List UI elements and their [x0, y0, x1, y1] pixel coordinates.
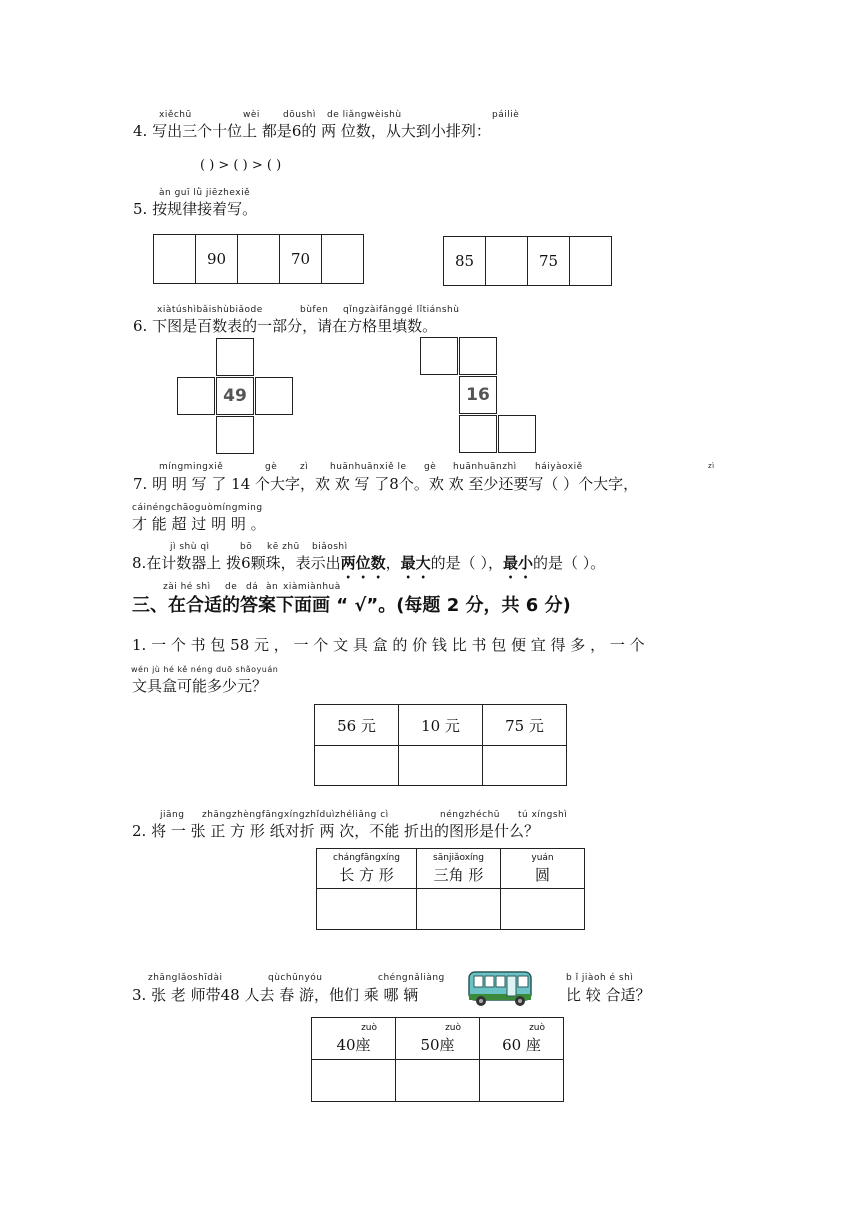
- answer-cell[interactable]: [417, 889, 501, 930]
- pinyin: huānhuānzhì: [453, 462, 517, 472]
- grid-cell[interactable]: [177, 377, 215, 415]
- option-label: zuò 50座: [396, 1018, 480, 1060]
- pinyin: xiàmiànhuà: [283, 582, 341, 592]
- answer-cell[interactable]: [483, 746, 567, 786]
- seq-cell[interactable]: [154, 235, 196, 284]
- pinyin: bō: [240, 542, 253, 552]
- question-text: 6. 下图是百数表的一部分，请在方格里填数。: [133, 317, 438, 335]
- sequence-row-2: [443, 236, 612, 286]
- option-label: zuò 40座: [312, 1018, 396, 1060]
- pinyin: chéngnǎliàng: [378, 973, 445, 983]
- pinyin: zhānglǎoshīdài: [148, 973, 223, 983]
- pinyin: biǎoshì: [312, 542, 348, 552]
- pinyin: zhāngzhèngfāngxíngzhǐduìzhéliǎng cì: [202, 810, 389, 820]
- answer-cell[interactable]: [501, 889, 585, 930]
- question-text: 8.在计数器上 拨6颗珠，表示出两位数，最大的是（ ），最小的是（ ）。: [132, 554, 606, 572]
- option-label: sānjiǎoxíng 三角 形: [417, 849, 501, 889]
- sequence-row-1: [153, 234, 364, 284]
- answer-line: ( ) > ( ) > ( ): [200, 158, 282, 173]
- option-label: 10 元: [399, 705, 483, 746]
- pinyin: kē zhū: [267, 542, 300, 552]
- option-label: 75 元: [483, 705, 567, 746]
- question-text: 4. 写出三个十位上 都是6的 两 位数，从大到小排列：: [133, 122, 491, 140]
- answer-cell[interactable]: [317, 889, 417, 930]
- option-label: chángfāngxíng 长 方 形: [317, 849, 417, 889]
- emphasis: 最大: [400, 554, 431, 572]
- pinyin: huānhuānxiě le: [330, 462, 407, 472]
- grid-cell[interactable]: [255, 377, 293, 415]
- grid-cell-center: 49: [216, 377, 254, 415]
- pinyin: páiliè: [492, 110, 520, 120]
- seq-cell[interactable]: [322, 235, 364, 284]
- emphasis: 两位数: [340, 554, 386, 572]
- question-text: 2. 将 一 张 正 方 形 纸对折 两 次，不能 折出的图形是什么？: [132, 822, 539, 840]
- seq-cell[interactable]: 70: [280, 235, 322, 284]
- answer-cell[interactable]: [312, 1060, 396, 1102]
- answer-cell[interactable]: [480, 1060, 564, 1102]
- grid-cell[interactable]: [459, 337, 497, 375]
- grid-cell[interactable]: [459, 415, 497, 453]
- pinyin: bùfen: [300, 305, 329, 315]
- pinyin: cáinéngchāoguòmíngming: [132, 503, 263, 513]
- pinyin: qǐngzàifānggé lǐtiánshù: [343, 305, 460, 315]
- seq-cell[interactable]: [486, 237, 528, 286]
- pinyin: jiāng: [160, 810, 185, 820]
- seq-cell[interactable]: 90: [196, 235, 238, 284]
- pinyin: gè: [265, 462, 278, 472]
- pinyin: de: [225, 582, 238, 592]
- pinyin: dá: [246, 582, 259, 592]
- bus-icon: [466, 968, 536, 1010]
- question-text: 文具盒可能多少元？: [132, 677, 268, 695]
- question-text: 7. 明 明 写 了 14 个大字，欢 欢 写 了8个。欢 欢 至少还要写（ ）个大字，: [133, 475, 639, 493]
- answer-table: [316, 848, 585, 930]
- seq-cell[interactable]: [570, 237, 612, 286]
- pinyin: dōushì: [283, 110, 316, 120]
- pinyin: de liǎngwèishù: [327, 110, 402, 120]
- seq-cell[interactable]: 85: [444, 237, 486, 286]
- seq-cell[interactable]: [238, 235, 280, 284]
- pinyin: àn: [266, 582, 279, 592]
- option-label: 56 元: [315, 705, 399, 746]
- pinyin: zài hé shì: [163, 582, 211, 592]
- pinyin: míngmingxiě: [159, 462, 224, 472]
- option-label: zuò 60 座: [480, 1018, 564, 1060]
- grid-cell[interactable]: [420, 337, 458, 375]
- pinyin: zì: [708, 462, 715, 470]
- pinyin: xiàtúshìbǎishùbiǎode: [157, 305, 263, 315]
- pinyin: b ǐ jiàoh é shì: [566, 973, 634, 983]
- answer-table: [314, 704, 567, 786]
- question-text: 3. 张 老 师带48 人去 春 游，他们 乘 哪 辆: [132, 986, 419, 1004]
- pinyin: xiěchū: [159, 110, 192, 120]
- pinyin: háiyàoxiě: [535, 462, 583, 472]
- question-text: 1. 一 个 书 包 58 元 ， 一 个 文 具 盒 的 价 钱 比 书 包 便 宜 得 多 ， 一 个: [132, 636, 645, 654]
- pinyin: gè: [424, 462, 437, 472]
- seq-cell[interactable]: 75: [528, 237, 570, 286]
- answer-cell[interactable]: [396, 1060, 480, 1102]
- pinyin: wèi: [243, 110, 260, 120]
- emphasis: 最小: [502, 554, 533, 572]
- answer-table: [311, 1017, 564, 1102]
- pinyin: zì: [300, 462, 309, 472]
- pinyin: néngzhéchū: [440, 810, 500, 820]
- question-text: 才 能 超 过 明 明 。: [132, 515, 266, 533]
- option-label: yuán 圆: [501, 849, 585, 889]
- pinyin: àn guī lǜ jiēzhexiě: [159, 188, 251, 198]
- question-text: 比 较 合适？: [566, 986, 651, 1004]
- grid-cell-given: 16: [459, 376, 497, 414]
- pinyin: jì shù qì: [170, 542, 210, 552]
- section-title: 三、在合适的答案下面画 “ √”。(每题 2 分，共 6 分): [132, 595, 571, 616]
- grid-cell[interactable]: [498, 415, 536, 453]
- pinyin: tú xíngshì: [518, 810, 568, 820]
- grid-cell[interactable]: [216, 416, 254, 454]
- pinyin: wén jù hé kě néng duō shǎoyuán: [131, 665, 279, 674]
- question-text: 5. 按规律接着写。: [133, 200, 258, 218]
- grid-cell[interactable]: [216, 338, 254, 376]
- pinyin: qùchūnyóu: [268, 973, 323, 983]
- answer-cell[interactable]: [399, 746, 483, 786]
- answer-cell[interactable]: [315, 746, 399, 786]
